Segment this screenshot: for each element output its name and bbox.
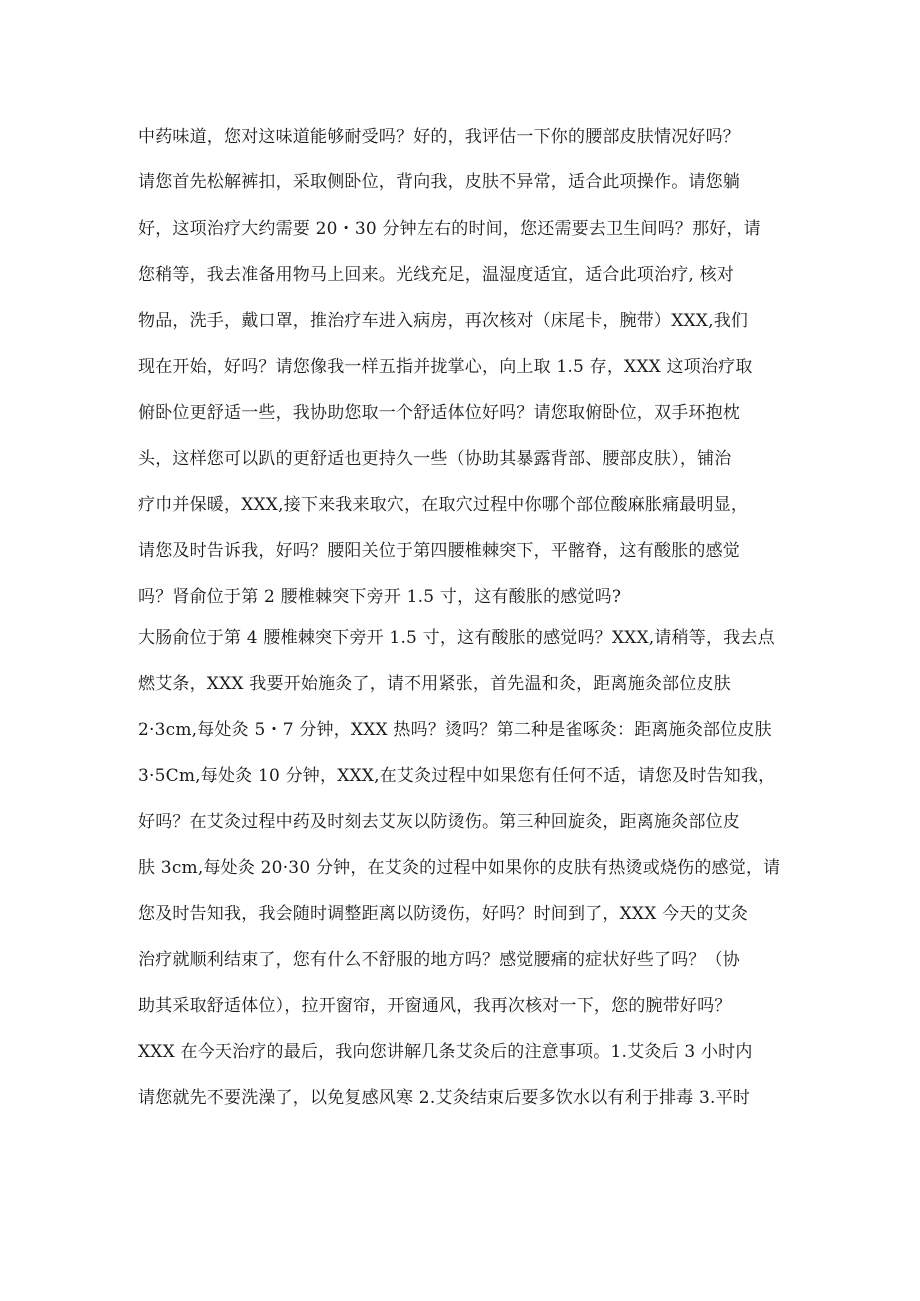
text-line: XXX 在今天治疗的最后，我向您讲解几条艾灸后的注意事项。1.艾灸后 3 小时内 (138, 1042, 753, 1062)
text-line: 请您首先松解裤扣，采取侧卧位，背向我，皮肤不异常，适合此项操作。请您躺 (138, 172, 740, 192)
text-line: 3·5Cm,每处灸 10 分钟，XXX,在艾灸过程中如果您有任何不适，请您及时告知我， (138, 766, 776, 786)
text-line: 助其采取舒适体位），拉开窗帘，开窗通风，我再次核对一下，您的腕带好吗？ (138, 996, 732, 1016)
text-line: 好，这项治疗大约需要 20・30 分钟左右的时间，您还需要去卫生间吗？那好，请 (138, 219, 761, 239)
text-line: 头，这样您可以趴的更舒适也更持久一些（协助其暴露背部、腰部皮肤），铺治 (138, 449, 732, 469)
text-line: 您及时告知我，我会随时调整距离以防烫伤，好吗？时间到了，XXX 今天的艾灸 (138, 904, 749, 924)
text-line: 好吗？在艾灸过程中药及时刻去艾灰以防烫伤。第三种回旋灸，距离施灸部位皮 (138, 812, 740, 832)
text-line: 中药味道，您对这味道能够耐受吗？好的，我评估一下你的腰部皮肤情况好吗？ (138, 127, 740, 147)
text-line: 吗？肾俞位于第 2 腰椎棘突下旁开 1.5 寸，这有酸胀的感觉吗? (138, 587, 622, 607)
text-line: 燃艾条，XXX 我要开始施灸了，请不用紧张，首先温和灸，距离施灸部位皮肤 (138, 674, 731, 694)
text-line: 您稍等，我去准备用物马上回来。光线充足，温湿度适宜，适合此项治疗, 核对 (138, 265, 735, 285)
text-line: 请您及时告诉我，好吗？腰阳关位于第四腰椎棘突下，平髂脊，这有酸胀的感觉 (138, 541, 740, 561)
text-line: 请您就先不要洗澡了，以免复感风寒 2.艾灸结束后要多饮水以有利于排毒 3.平时 (138, 1088, 751, 1108)
text-line: 肤 3cm,每处灸 20·30 分钟，在艾灸的过程中如果你的皮肤有热烫或烧伤的感觉，请 (138, 858, 781, 878)
text-line: 物品，洗手，戴口罩，推治疗车进入病房，再次核对（床尾卡，腕带）XXX,我们 (138, 311, 749, 331)
text-line: 治疗就顺利结束了，您有什么不舒服的地方吗？感觉腰痛的症状好些了吗？（协 (138, 950, 740, 970)
text-line: 大肠俞位于第 4 腰椎棘突下旁开 1.5 寸，这有酸胀的感觉吗？XXX,请稍等，我去点 (138, 628, 775, 648)
text-line: 现在开始，好吗？请您像我一样五指并拢掌心，向上取 1.5 存，XXX 这项治疗取 (138, 357, 753, 377)
text-line: 疗巾并保暖，XXX,接下来我来取穴，在取穴过程中你哪个部位酸麻胀痛最明显， (138, 495, 749, 515)
text-line: 俯卧位更舒适一些，我协助您取一个舒适体位好吗？请您取俯卧位，双手环抱枕 (138, 403, 740, 423)
text-line: 2·3cm,每处灸 5・7 分钟，XXX 热吗？烫吗？第二种是雀啄灸：距离施灸部位皮肤 (138, 720, 772, 740)
